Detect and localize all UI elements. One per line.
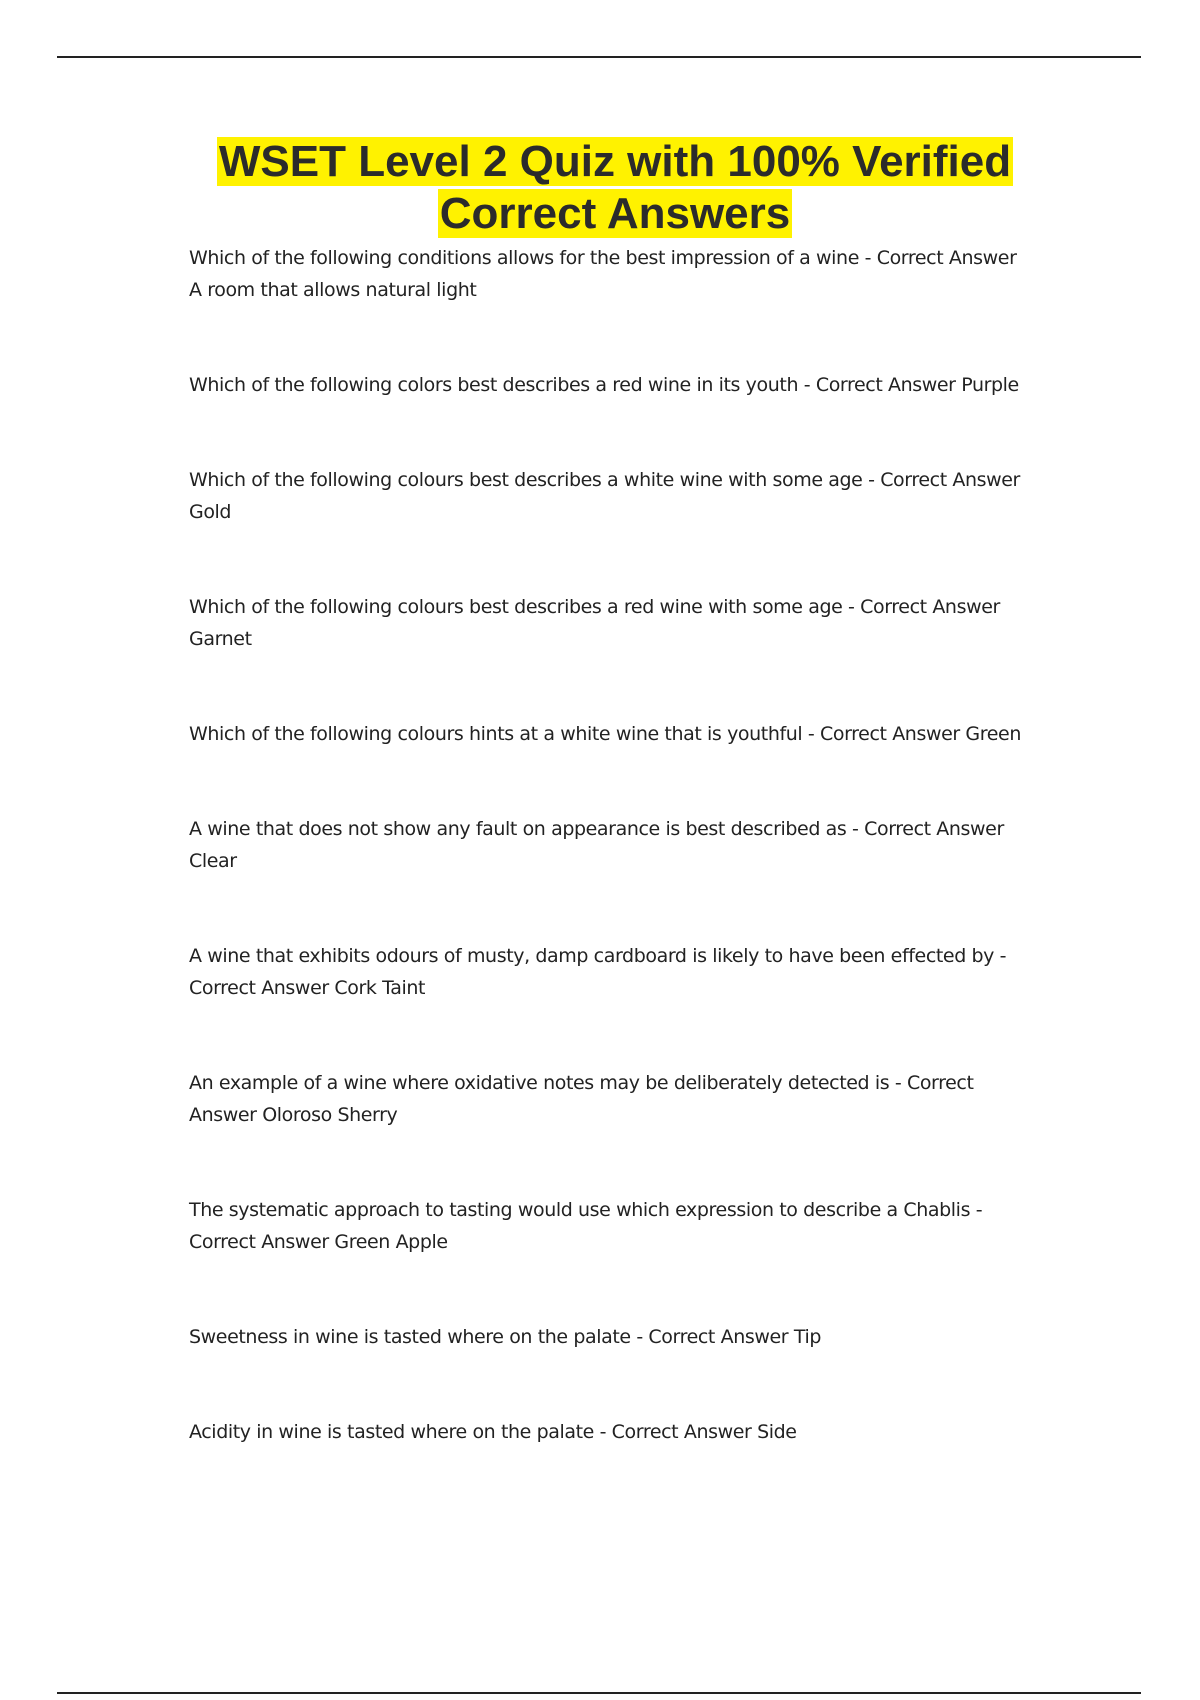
title-line-1: WSET Level 2 Quiz with 100% Verified — [218, 137, 1012, 186]
title-line-2: Correct Answers — [439, 189, 791, 238]
qa-item — [189, 718, 1039, 750]
qa-line-1: Sweetness in wine is tasted where on the palate - Correct Answer Tip — [189, 1326, 821, 1348]
qa-line-1: Acidity in wine is tasted where on the palate - Correct Answer Side — [189, 1421, 797, 1443]
qa-line-1: Which of the following colours best describes a white wine with some age - Correct Answer — [189, 469, 1020, 491]
qa-item — [189, 1067, 1039, 1131]
qa-item — [189, 242, 1039, 306]
qa-item — [189, 1321, 1039, 1353]
qa-line-1: Which of the following conditions allows for the best impression of a wine - Correct Answer — [189, 247, 1017, 269]
qa-line-1: Which of the following colours hints at a white wine that is youthful - Correct Answer Green — [189, 723, 1021, 745]
qa-item — [189, 591, 1039, 655]
qa-item — [189, 369, 1039, 401]
qa-line-2: Clear — [189, 850, 237, 872]
document-title — [150, 136, 1080, 240]
bottom-divider — [57, 1692, 1141, 1694]
qa-item — [189, 813, 1039, 877]
qa-item — [189, 464, 1039, 528]
qa-line-2: Gold — [189, 501, 232, 523]
qa-line-1: Which of the following colors best describes a red wine in its youth - Correct Answer Purple — [189, 374, 1019, 396]
qa-line-2: A room that allows natural light — [189, 279, 477, 301]
qa-line-1: A wine that exhibits odours of musty, damp cardboard is likely to have been effected by - — [189, 945, 1007, 967]
top-divider — [57, 56, 1141, 58]
qa-line-2: Correct Answer Cork Taint — [189, 977, 426, 999]
qa-line-2: Answer Oloroso Sherry — [189, 1104, 398, 1126]
qa-item — [189, 1416, 1039, 1448]
qa-line-1: A wine that does not show any fault on appearance is best described as - Correct Answer — [189, 818, 1004, 840]
qa-item — [189, 940, 1039, 1004]
qa-line-1: An example of a wine where oxidative notes may be deliberately detected is - Correct — [189, 1072, 974, 1094]
qa-line-2: Correct Answer Green Apple — [189, 1231, 448, 1253]
qa-line-1: Which of the following colours best describes a red wine with some age - Correct Answer — [189, 596, 1000, 618]
qa-item — [189, 1194, 1039, 1258]
qa-line-2: Garnet — [189, 628, 252, 650]
qa-line-1: The systematic approach to tasting would use which expression to describe a Chablis - — [189, 1199, 983, 1221]
